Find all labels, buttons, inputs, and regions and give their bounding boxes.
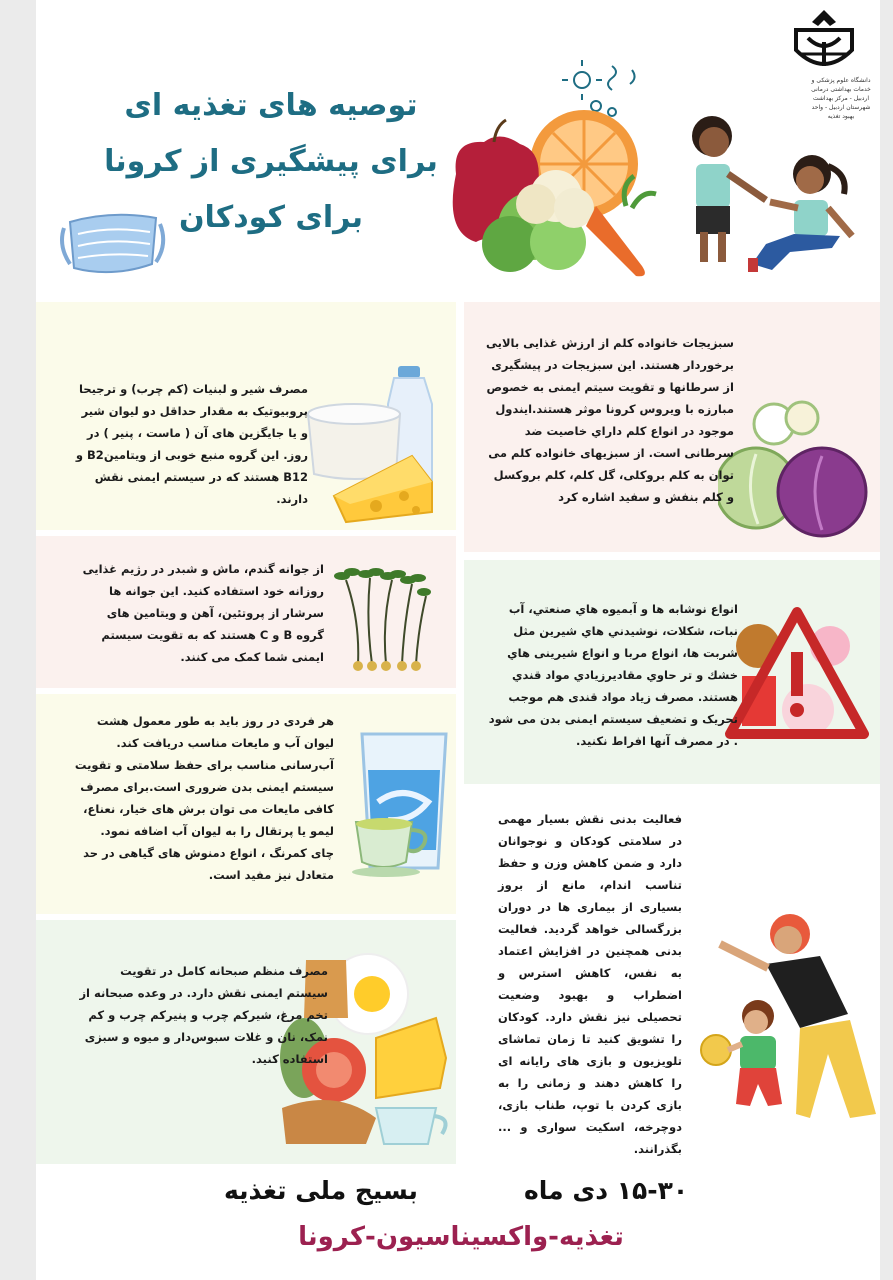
kids-icon — [666, 108, 866, 284]
left-frame — [0, 0, 36, 1280]
infographic-page — [36, 0, 880, 1280]
cabbage-icon — [718, 394, 868, 544]
parent-child-play-icon — [700, 904, 880, 1134]
sprouts-text: از جوانه گندم، ماش و شبدر در رژیم غذایی روزانه خود استفاده کنید. این جوانه ها سرشار از پروتئین، آهن و ویتامین های گروه B و C هستند که به تقویت سیستم ایمنی شما کمک می کنند. — [82, 562, 324, 664]
tea-cup-icon — [350, 814, 436, 878]
mask-icon — [56, 206, 168, 282]
title-line-2: برای پیشگیری از کرونا — [104, 144, 438, 179]
panel-water — [36, 694, 456, 914]
panel-activity — [464, 790, 880, 1164]
panel-sprouts — [36, 536, 456, 688]
activity-text: فعالیت بدنی نقش بسیار مهمی در سلامتی کودکان و نوجوانان دارد و ضمن کاهش وزن و حفظ تناسب اندام، مانع از بروز بسیاری از بیماری ها در دوران بزرگسالی خواهد گردید. فعالیت بدنی همچنین در افزایش اعتماد به نفس، کاهش استرس و اضطراب و بهبود وضعیت تحصیلی نیز نقش دارد. کودکان را تشویق کنید تا زمان تماشای تلویزیون و بازی های رایانه ای را کاهش دهند و زمانی را به بازی کردن با توپ، طناب بازی، دوچرخه، اسکیت سواری و ... بگذرانند. — [498, 812, 682, 1156]
panel-breakfast — [36, 920, 456, 1164]
milk-cheese-icon — [304, 364, 444, 524]
campaign-dates: ۱۵-۳۰ دی ماه — [524, 1176, 689, 1205]
panel-cabbage — [464, 302, 880, 552]
fruits-icon — [436, 56, 676, 282]
right-frame — [880, 0, 893, 1280]
campaign-slogan: تغذیه-واکسیناسیون-کرونا — [298, 1222, 624, 1252]
sprouts-icon — [326, 560, 436, 676]
panel-milk — [36, 302, 456, 530]
breakfast-text: مصرف منظم صبحانه کامل در تقویت سیستم ایمنی نقش دارد. در وعده صبحانه از تخم مرغ، شیرکم چرب و پنیرکم چرب و کم نمک، نان و غلات سبوس‌دار و میوه و سبزی استفاده کنید. — [79, 964, 328, 1066]
sweets-warning-icon — [722, 602, 872, 752]
water-text: هر فردی در روز باید به طور معمول هشت لیوان آب و مایعات مناسب دریافت کند. آب‌رسانی مناسب برای حفظ سلامتی و تقویت سیستم ایمنی بدن ضروری است.برای مصرف کافی مایعات می توان برش های خیار، نعناع، لیمو یا پرتقال را به لیوان آب اضافه نمود. چای کمرنگ ، انواع دمنوش های گیاهی در حد متعادل نیز مفید است. — [74, 714, 334, 882]
sweets-text: انواع نوشابه ها و آبمیوه هاي صنعتي، آب نبات، شكلات، نوشيدني هاي شيرين مثل شربت ها، انواع مربا و انواع شيرينى هاي خشك و تر حاوي مقاديرزيادي مواد قندي هستند. مصرف زياد مواد قندی هم موجب تحریک و تضعیف سیستم ایمنی بدن می شود . در مصرف آنها افراط نکنید. — [488, 602, 738, 748]
milk-text: مصرف شیر و لبنیات (کم چرب) و ترجیحا پروبیوتیک به مقدار حداقل دو لیوان شیر و یا جایگزین های آن ( ماست ، پنیر ) در روز. این گروه منبع خوبی از ویتامینB2 و B12 هستند که در سیستم ایمنی نقش دارند. — [75, 382, 308, 506]
campaign-title: بسیج ملی تغذیه — [224, 1176, 418, 1205]
title-line-1: توصیه های تغذیه ای — [124, 88, 418, 123]
logo-icon — [788, 8, 860, 78]
panel-sweets — [464, 560, 880, 784]
logo-caption: دانشگاه علوم پزشکی و خدمات بهداشتی درمانی اردبیل - مرکز بهداشت شهرستان اردبیل - واحد بهبود تغذیه — [811, 77, 871, 120]
title-line-3: برای کودکان — [178, 200, 364, 235]
cabbage-text: سبزیجات خانواده کلم از ارزش غذایی بالایی برخوردار هستند. این سبزیجات در پیشگیری از سرطانها و تقویت سیتم ایمنی به خصوص مبارزه با ویروس کرونا موثر هستند.ایندول موجود در انواع کلم داراي خاصیت ضد سرطانی است. از سبزیهای خانواده کلم می توان به کلم بروکلی، گل کلم، کلم بروکسل و کلم بنفش و سفید اشاره کرد — [486, 336, 734, 504]
